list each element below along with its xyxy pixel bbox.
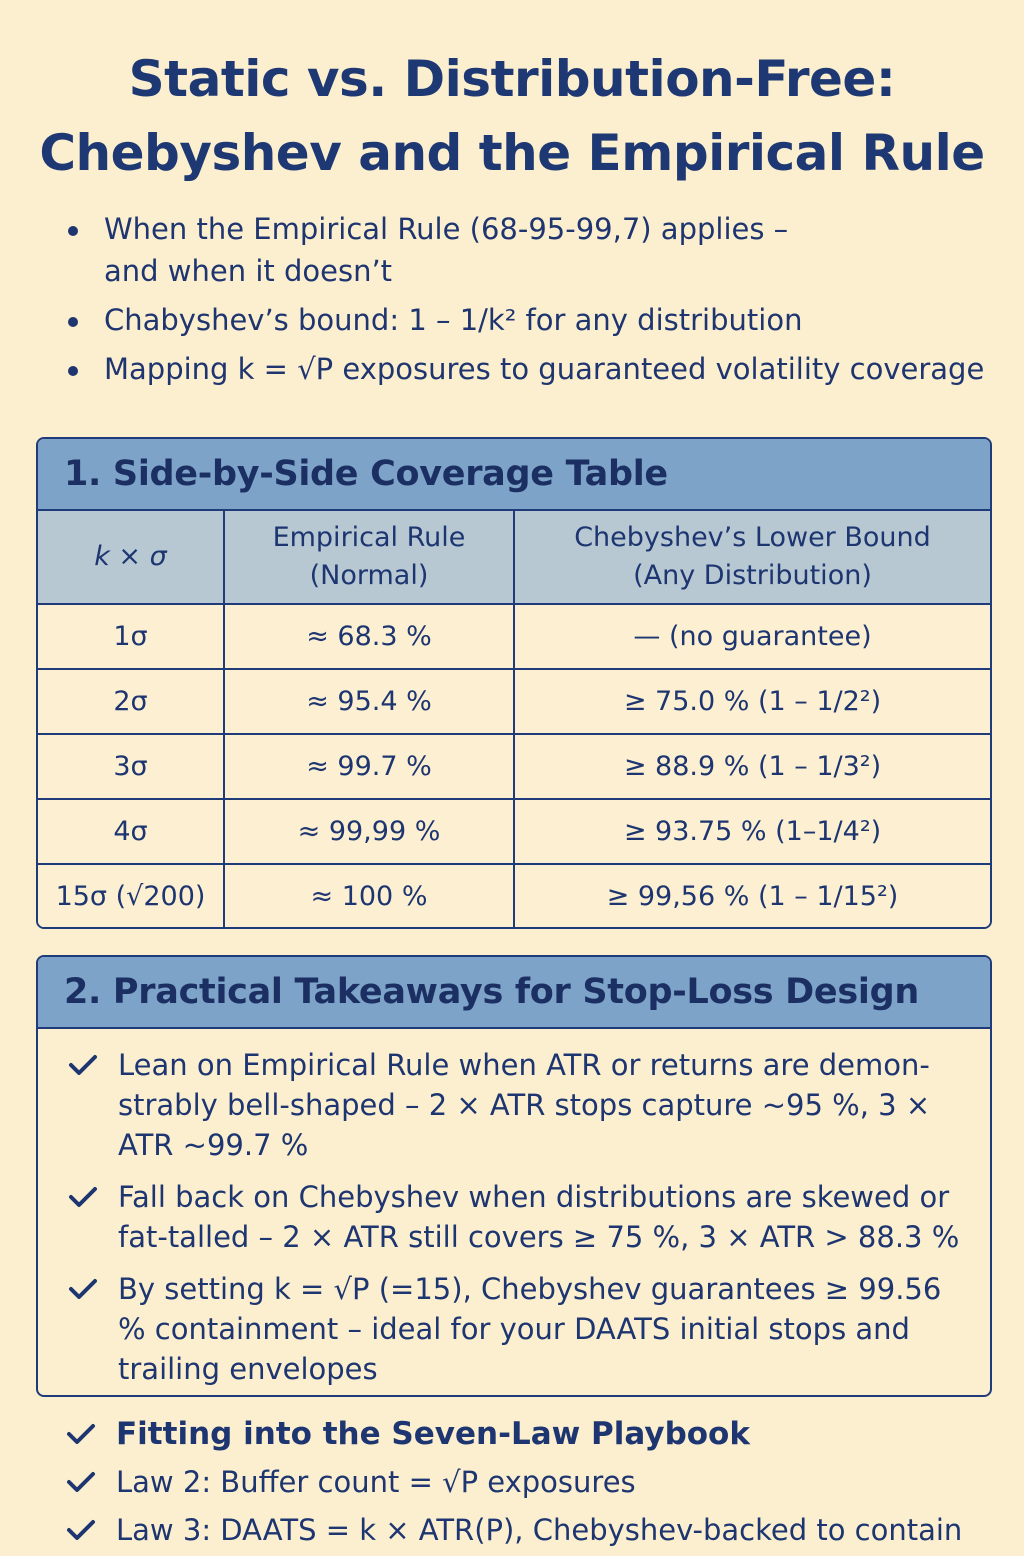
bullet-dot-icon — [68, 366, 78, 376]
title-line-2: Chebyshev and the Empirical Rule — [39, 124, 985, 182]
title-line-1: Static vs. Distribution-Free: — [128, 50, 896, 108]
cell-chebyshev: ≥ 75.0 % (1 – 1/2²) — [514, 669, 990, 734]
cell-chebyshev: ≥ 93.75 % (1–1/4²) — [514, 799, 990, 864]
cell-empirical: ≈ 68.3 % — [224, 604, 514, 669]
list-item: By setting k = √P (=15), Chebyshev guarantees ≥ 99.56 % containment – ideal for your DAATS initial stops and trailing envelopes — [66, 1269, 966, 1389]
cell-k: 1σ — [38, 604, 224, 669]
takeaways-list — [38, 1029, 990, 1389]
page-title — [0, 42, 1024, 190]
list-item: Law 2: Buffer count = √P exposures — [62, 1460, 1002, 1504]
column-header-empirical: Empirical Rule (Normal) — [224, 511, 514, 604]
section-header: 2. Practical Takeaways for Stop-Loss Design — [38, 957, 990, 1029]
playbook-heading: Fitting into the Seven-Law Playbook — [62, 1412, 1002, 1456]
coverage-table-section — [36, 437, 992, 929]
cell-k: 4σ — [38, 799, 224, 864]
intro-bullet: Mapping k = √P exposures to guaranteed volatility coverage — [62, 348, 1002, 390]
checkmark-icon — [66, 1518, 96, 1542]
table-row — [38, 604, 990, 669]
bullet-dot-icon — [68, 317, 78, 327]
cell-k: 15σ (√200) — [38, 864, 224, 928]
checkmark-icon — [68, 1053, 98, 1077]
cell-empirical: ≈ 99.7 % — [224, 734, 514, 799]
list-item: Lean on Empirical Rule when ATR or returns are demonstrably bell-shaped – 2 × ATR stops capture ~95 %, 3 × ATR ~99.7 % — [66, 1045, 966, 1165]
checkmark-icon — [66, 1470, 96, 1494]
bullet-dot-icon — [68, 226, 78, 236]
list-item: Law 3: DAATS = k × ATR(P), Chebyshev-backed to contain — [62, 1508, 1002, 1552]
column-header-k: k × σ — [38, 511, 224, 604]
intro-bullet: Chabyshev’s bound: 1 – 1/k² for any distribution — [62, 299, 1002, 341]
cell-empirical: ≈ 99,99 % — [224, 799, 514, 864]
intro-bullet-list — [62, 208, 1002, 397]
playbook-list — [62, 1412, 1002, 1556]
cell-empirical: ≈ 95.4 % — [224, 669, 514, 734]
coverage-table — [38, 511, 990, 928]
list-item: Fall back on Chebyshev when distributions are skewed or fat-talled – 2 × ATR still covers ≥ 75 %, 3 × ATR > 88.3 % — [66, 1177, 966, 1257]
checkmark-icon — [68, 1277, 98, 1301]
cell-chebyshev: ≥ 88.9 % (1 – 1/3²) — [514, 734, 990, 799]
takeaways-section — [36, 955, 992, 1397]
checkmark-icon — [66, 1422, 96, 1446]
table-header-row — [38, 511, 990, 604]
table-row — [38, 864, 990, 928]
column-header-chebyshev: Chebyshev’s Lower Bound (Any Distribution) — [514, 511, 990, 604]
checkmark-icon — [68, 1185, 98, 1209]
table-row — [38, 734, 990, 799]
intro-bullet: When the Empirical Rule (68-95-99,7) applies – and when it doesn’t — [62, 208, 1002, 292]
cell-k: 3σ — [38, 734, 224, 799]
table-row — [38, 669, 990, 734]
cell-empirical: ≈ 100 % — [224, 864, 514, 928]
cell-chebyshev: ≥ 99,56 % (1 – 1/15²) — [514, 864, 990, 928]
section-header: 1. Side-by-Side Coverage Table — [38, 439, 990, 511]
table-row — [38, 799, 990, 864]
cell-k: 2σ — [38, 669, 224, 734]
cell-chebyshev: — (no guarantee) — [514, 604, 990, 669]
